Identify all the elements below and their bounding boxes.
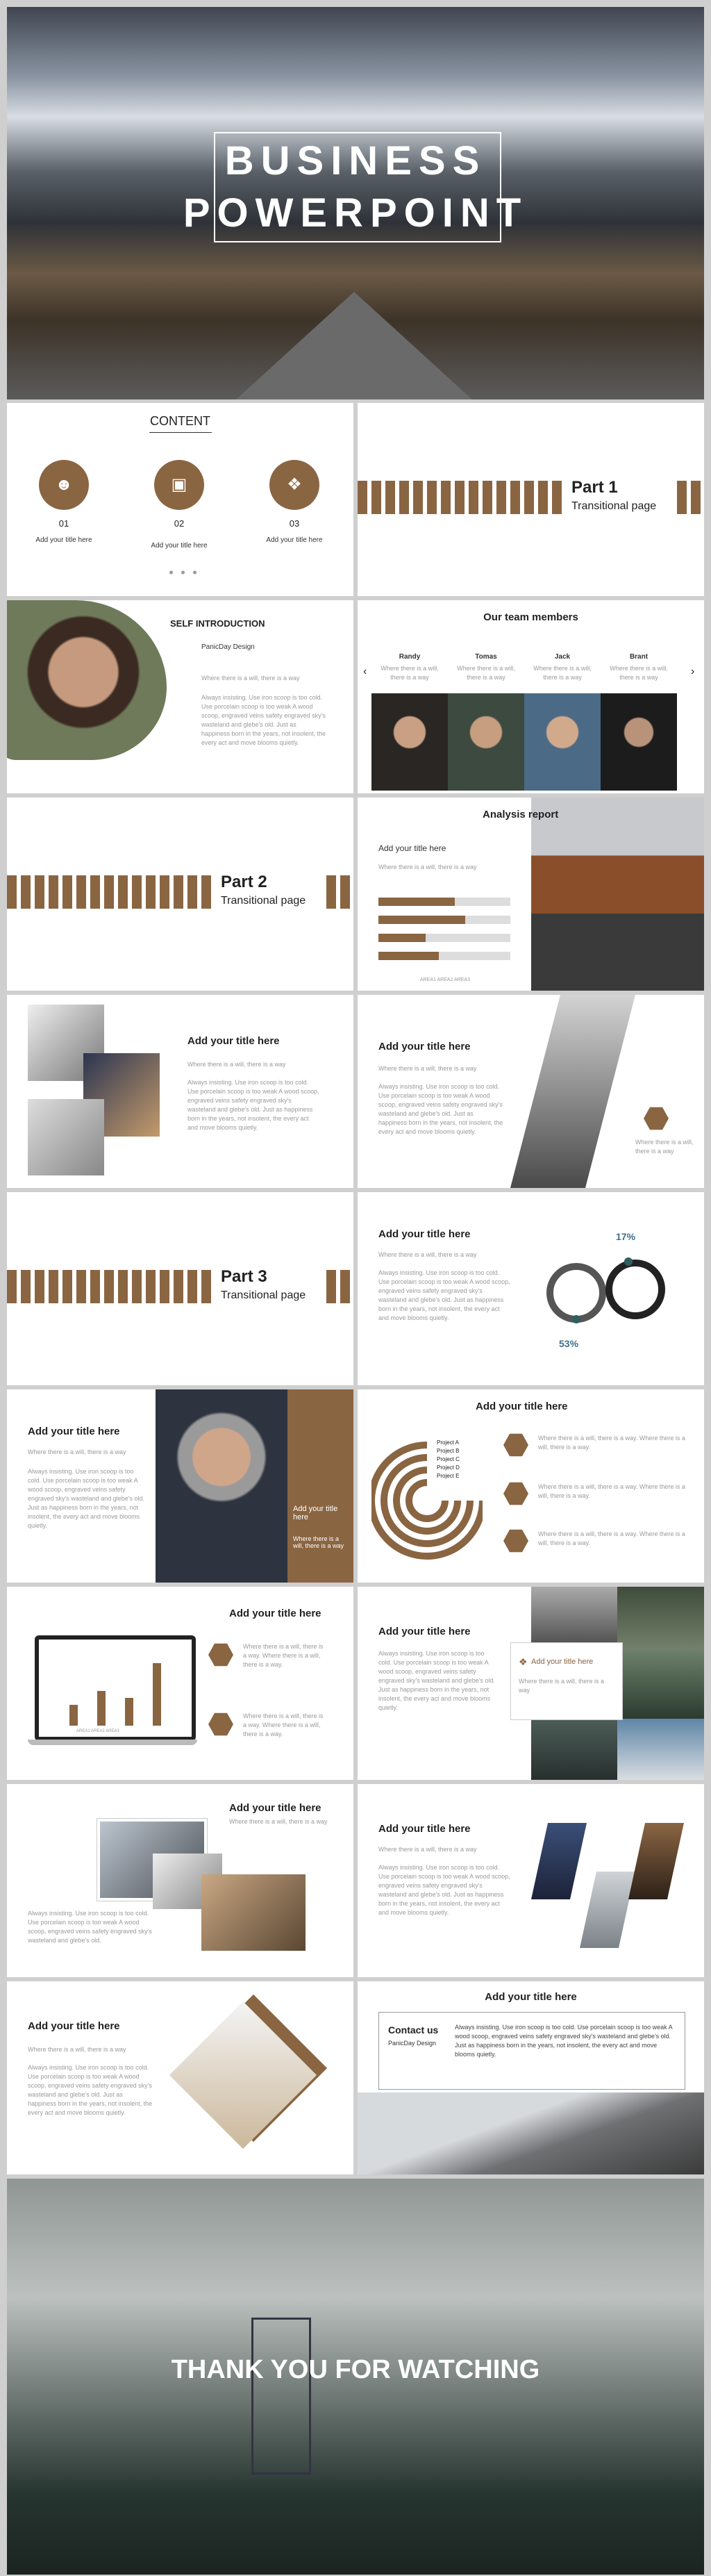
cyclist-slide (7, 1981, 353, 2174)
item-num-3: 03 (289, 518, 300, 529)
box-tag: Where there is a will, there is a way (293, 1535, 344, 1549)
member-photo-1 (371, 693, 448, 791)
closing-title: THANK YOU FOR WATCHING (171, 2355, 540, 2384)
stripe-band-right (326, 1270, 353, 1303)
prev-arrow[interactable]: ‹ (363, 666, 367, 677)
self-intro-heading: SELF INTRODUCTION (170, 618, 265, 629)
item-label-2: Add your title here (151, 542, 208, 550)
project-item-1: Where there is a will, there is a way. Where there is a will, there is a way. (538, 1435, 685, 1451)
slide8-body: Always insisting. Use iron scoop is too cold. Use porcelain scoop is too weak A wood scoop, engraved veins safety engraved sky's wasteland and glebe's old. Just as happiness born in the years, not insolent, the every act and move blooms quietly. (378, 1083, 503, 1135)
analysis-subhead: Add your title here (378, 843, 446, 853)
loop-chart (524, 1227, 691, 1345)
landscape-tile-4 (617, 1719, 704, 1780)
stripe-band-right (326, 875, 353, 909)
slide18-heading: Add your title here (485, 1991, 577, 2003)
slide11-tag: Where there is a will, there is a way (28, 1448, 126, 1455)
bar-fill-3 (378, 934, 426, 942)
autumn-road-photo (531, 798, 704, 991)
project-hex-icon-1 (503, 1433, 528, 1458)
slide7-body: Always insisting. Use iron scoop is too cold. Use porcelain scoop is too weak A wood scoop, engraved veins safety engraved sky's wasteland and glebe's old. Just as happiness born in the years, not insolent, the every act and move blooms quietly. (187, 1079, 319, 1131)
landscape-grid-slide (358, 1587, 704, 1780)
newspaper-photo (28, 1099, 104, 1175)
bar-fill-2 (378, 916, 465, 924)
member-name-1: Randy (399, 653, 421, 661)
cover-title-line2: POWERPOINT (183, 190, 528, 236)
text-box-tag: Where there is a will, there is a way (519, 1678, 605, 1694)
slide17-heading: Add your title here (28, 2020, 120, 2032)
loop-ring-right (609, 1263, 662, 1316)
laptop-bar-2 (97, 1691, 106, 1726)
project-hex-icon-2 (503, 1481, 528, 1506)
slant-photo-3 (628, 1823, 684, 1899)
part3-title: Part 3 (221, 1267, 267, 1286)
slide8-heading: Add your title here (378, 1041, 471, 1052)
project-hex-icon-3 (503, 1528, 528, 1553)
analysis-legend: AREA1 AREA2 AREA3 (420, 977, 470, 982)
cyclist-photo (169, 2001, 317, 2149)
slant-photo-2 (580, 1872, 635, 1948)
slide11-heading: Add your title here (28, 1426, 120, 1437)
slide13-item-1: Where there is a will, there is a way. Where there is a will, there is a way. (243, 1643, 324, 1668)
road (236, 292, 472, 399)
slide14-body: Always insisting. Use iron scoop is too cold. Use porcelain scoop is too weak A wood scoop, engraved veins safety engraved sky's wasteland and glebe's old. Just as happiness born in the years, not insolent, the every act and move blooms quietly. (378, 1650, 496, 1711)
loop-dot-top (624, 1257, 633, 1266)
team-slide (358, 600, 704, 793)
part1-title: Part 1 (571, 478, 618, 497)
slide14-heading: Add your title here (378, 1626, 471, 1637)
slant-photo-1 (531, 1823, 587, 1899)
item-hex-icon-2 (208, 1712, 233, 1737)
photo-collage-slide (7, 995, 353, 1188)
item-hex-icon-1 (208, 1642, 233, 1667)
building-collage-slide (7, 1784, 353, 1977)
contact-title: Contact us (388, 2024, 439, 2036)
bar-fill-4 (378, 952, 439, 960)
projects-slide (358, 1389, 704, 1583)
accent-panel (287, 1389, 353, 1583)
slide15-heading: Add your title here (229, 1802, 321, 1814)
box-title: Add your title here (293, 1505, 338, 1521)
content-heading: CONTENT (150, 414, 210, 428)
project-e: Project E (437, 1473, 460, 1479)
stripe-band-left (358, 481, 566, 514)
part1-slide (358, 403, 704, 596)
item-label-1: Add your title here (35, 536, 92, 544)
laptop-slide (7, 1587, 353, 1780)
slide16-body: Always insisting. Use iron scoop is too cold. Use porcelain scoop is too weak A wood scoop, engraved veins safety engraved sky's wasteland and glebe's old. Just as happiness born in the years, not insolent, the every act and move blooms quietly. (378, 1864, 510, 1916)
text-box-title: Add your title here (531, 1658, 594, 1666)
user-icon: ☻ (39, 460, 89, 510)
loop-dot-bottom (572, 1315, 580, 1323)
part3-slide (7, 1192, 353, 1385)
stripe-band-left (7, 875, 215, 909)
member-name-3: Jack (554, 653, 571, 661)
self-intro-tag: Where there is a will, there is a way (201, 675, 300, 682)
next-arrow[interactable]: › (691, 666, 695, 677)
stripe-band-right (677, 481, 704, 514)
slide15-body: Always insisting. Use iron scoop is too cold. Use porcelain scoop is too weak A wood scoop, engraved veins safety engraved sky's wasteland and glebe's old. (28, 1910, 152, 1944)
contact-body: Always insisting. Use iron scoop is too cold. Use porcelain scoop is too weak A wood scoop, engraved veins safety engraved sky's wasteland and glebe's old. Just as happiness born in the years, not insolent, the every act and move blooms quietly. (455, 2024, 673, 2058)
arc-1 (371, 1445, 483, 1556)
part1-sub: Transitional page (571, 500, 657, 512)
grid-icon: ❖ (269, 460, 319, 510)
parallelogram-slide (358, 1784, 704, 1977)
contact-company: PanicDay Design (388, 2040, 437, 2047)
laptop-base (28, 1740, 197, 1745)
landscape-tile-3 (617, 1649, 704, 1719)
winter-road-photo (510, 995, 635, 1188)
member-desc-1: Where there is a will, there is a way (380, 665, 439, 681)
slide8-caption: Where there is a will, there is a way (635, 1139, 694, 1155)
slide10-tag: Where there is a will, there is a way (378, 1251, 477, 1258)
laptop-bar-4 (153, 1663, 161, 1726)
member-photo-3 (524, 693, 601, 791)
landscape-tile-1 (531, 1587, 617, 1642)
slide17-tag: Where there is a will, there is a way (28, 2046, 126, 2053)
cover-slide (7, 7, 704, 399)
laptop-photo (201, 1874, 306, 1951)
slide7-tag: Where there is a will, there is a way (187, 1061, 286, 1068)
portrait-photo (7, 600, 167, 760)
bar-fill-1 (378, 898, 455, 906)
member-desc-4: Where there is a will, there is a way (610, 665, 668, 681)
laptop-screen (35, 1635, 196, 1741)
briefcase-icon: ▣ (154, 460, 204, 510)
member-photo-2 (448, 693, 524, 791)
slide10-body: Always insisting. Use iron scoop is too cold. Use porcelain scoop is too weak A wood scoop, engraved veins safety engraved sky's wasteland and glebe's old. Just as happiness born in the years, not insolent, the every act and move blooms quietly. (378, 1269, 510, 1321)
closing-slide (7, 2179, 704, 2575)
loop-chart-slide (358, 1192, 704, 1385)
laptop-bar-1 (69, 1705, 78, 1726)
content-slide (7, 403, 353, 596)
heading-rule (149, 432, 212, 433)
member-desc-2: Where there is a will, there is a way (457, 665, 515, 681)
team-heading: Our team members (483, 611, 578, 623)
loop-ring-left (550, 1266, 603, 1319)
item-num-2: 02 (174, 518, 185, 529)
arc-chart (371, 1431, 483, 1570)
self-intro-name: PanicDay Design (201, 643, 255, 651)
project-c: Project C (437, 1456, 460, 1462)
slide7-heading: Add your title here (187, 1035, 280, 1047)
contact-slide (358, 1981, 704, 2174)
climber-photo (358, 2092, 704, 2174)
part3-sub: Transitional page (221, 1289, 306, 1301)
slide17-body: Always insisting. Use iron scoop is too cold. Use porcelain scoop is too weak A wood scoop, engraved veins safety engraved sky's wasteland and glebe's old. Just as happiness born in the years, not insolent, the every act and move blooms quietly. (28, 2064, 153, 2116)
laptop-legend: AREA1 AREA2 AREA3 (76, 1729, 119, 1733)
analysis-heading: Analysis report (483, 809, 559, 820)
slide8-tag: Where there is a will, there is a way (378, 1065, 477, 1072)
slide13-heading: Add your title here (229, 1608, 321, 1619)
pager-dots (165, 570, 200, 575)
member-desc-3: Where there is a will, there is a way (533, 665, 592, 681)
self-intro-body: Always insisting. Use iron scoop is too cold. Use porcelain scoop is too weak A wood scoop, engraved veins safety engraved sky's wasteland and glebe's old. Just as happiness born in the years, not insolent, the every act and move blooms quietly. (201, 694, 326, 746)
part2-title: Part 2 (221, 873, 267, 891)
businessman-photo (156, 1389, 287, 1583)
closing-frame (251, 2318, 311, 2475)
slide12-heading: Add your title here (476, 1401, 568, 1412)
pct-top: 17% (616, 1231, 636, 1242)
stripe-band-left (7, 1270, 215, 1303)
project-item-2: Where there is a will, there is a way. Where there is a will, there is a way. (538, 1483, 685, 1499)
slide15-tag: Where there is a will, there is a way (229, 1818, 328, 1825)
slide10-heading: Add your title here (378, 1228, 471, 1240)
self-intro-slide (7, 600, 353, 793)
pct-bottom: 53% (559, 1338, 579, 1349)
slide16-heading: Add your title here (378, 1823, 471, 1835)
slide11-body: Always insisting. Use iron scoop is too cold. Use porcelain scoop is too weak A wood scoop, engraved veins safety engraved sky's wasteland and glebe's old. Just as happiness born in the years, not insolent, the every act and move blooms quietly. (28, 1468, 145, 1529)
laptop-bar-3 (125, 1698, 133, 1726)
slide16-tag: Where there is a will, there is a way (378, 1846, 477, 1853)
analysis-slide (358, 798, 704, 991)
slide13-item-2: Where there is a will, there is a way. Where there is a will, there is a way. (243, 1712, 324, 1737)
part2-sub: Transitional page (221, 895, 306, 907)
member-name-4: Brant (629, 653, 649, 661)
project-b: Project B (437, 1448, 460, 1454)
member-photo-4 (601, 693, 677, 791)
part2-slide (7, 798, 353, 991)
user-hex-icon (644, 1106, 669, 1131)
project-d: Project D (437, 1464, 460, 1471)
road-slide (358, 995, 704, 1188)
landscape-tile-2 (617, 1587, 704, 1649)
item-num-1: 01 (58, 518, 69, 529)
grid-icon-small: ❖ (519, 1656, 528, 1667)
member-name-2: Tomas (475, 653, 497, 661)
project-a: Project A (437, 1439, 460, 1446)
analysis-tag: Where there is a will, there is a way (378, 864, 477, 870)
item-label-3: Add your title here (266, 536, 323, 544)
landscape-tile-5 (531, 1719, 617, 1780)
project-item-3: Where there is a will, there is a way. Where there is a will, there is a way. (538, 1530, 685, 1546)
arc-4 (409, 1483, 445, 1519)
cover-title-line1: BUSINESS (224, 138, 487, 183)
businessman-slide (7, 1389, 353, 1583)
